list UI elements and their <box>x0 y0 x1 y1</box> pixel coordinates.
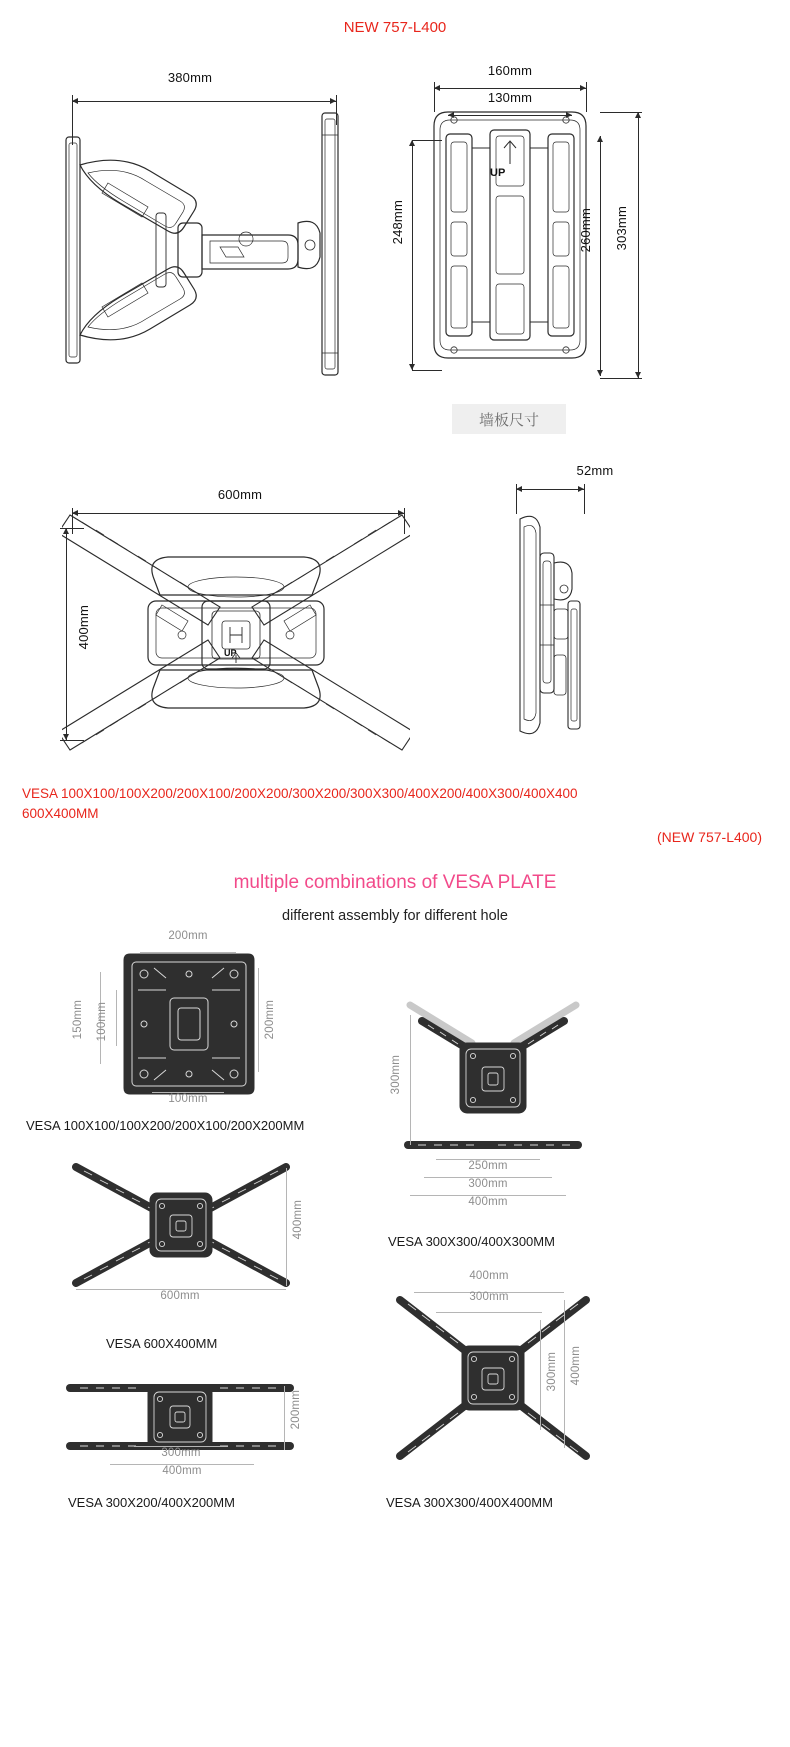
p4-dim-300: 300mm <box>161 1447 201 1459</box>
panel-caption-5: VESA 300X300/400X400MM <box>386 1495 553 1510</box>
p2-dim-400-bottom: 400mm <box>468 1196 508 1208</box>
dim-303mm-line <box>638 112 639 378</box>
dim-tick <box>60 528 84 529</box>
vesa-panel-300x300-400x400-art <box>388 1288 598 1468</box>
dim-160mm-line <box>434 88 586 89</box>
dim-arrow-right <box>566 112 572 118</box>
panel-caption-4: VESA 300X200/400X200MM <box>68 1495 235 1510</box>
dim-380mm-line <box>72 101 336 102</box>
p4-dimline-200 <box>284 1386 285 1450</box>
p1-dimline-top <box>140 952 236 953</box>
wall-plate-badge: 墙板尺寸 <box>452 404 566 434</box>
vesa-summary-line1: VESA 100X100/100X200/200X100/200X200/300X200/300X300/400X200/400X300/400X400 <box>22 786 578 801</box>
dim-tick <box>516 484 517 514</box>
page-title: NEW 757-L400 <box>343 19 447 36</box>
p2-dim-300-left: 300mm <box>390 1055 402 1095</box>
dim-tick <box>586 82 587 112</box>
dim-arrow-up <box>597 136 603 142</box>
dim-arrow-left <box>448 112 454 118</box>
vesa-summary <box>22 784 722 824</box>
dim-303mm-label: 303mm <box>614 206 629 251</box>
panel-caption-1: VESA 100X100/100X200/200X100/200X200MM <box>26 1118 305 1133</box>
dim-600mm-line <box>72 513 404 514</box>
dim-160mm-label: 160mm <box>487 63 533 78</box>
p1-dimline-bottom <box>152 1092 224 1093</box>
dim-130mm-line <box>448 115 572 116</box>
vesa-panel-200x200-art <box>118 950 260 1098</box>
p1-dim-100-bottom: 100mm <box>168 1093 208 1105</box>
vesa-summary-line2: 600X400MM <box>22 806 99 821</box>
panel-caption-2: VESA 300X300/400X300MM <box>388 1234 555 1249</box>
p3-dimline-600 <box>76 1289 286 1290</box>
p1-dimline-right <box>258 968 259 1072</box>
dim-tick <box>72 95 73 145</box>
dim-tick <box>72 508 73 534</box>
dim-400mm-label: 400mm <box>76 605 91 650</box>
dim-260mm-line <box>600 136 601 376</box>
p2-dimline-250 <box>436 1159 540 1160</box>
p1-dim-150-left: 150mm <box>72 1000 84 1040</box>
side-extended-view-art <box>60 95 360 395</box>
dim-tick <box>600 378 642 379</box>
p5-dim-300-top: 300mm <box>469 1291 509 1303</box>
dim-248mm-label: 248mm <box>390 200 405 245</box>
p2-dim-250: 250mm <box>468 1160 508 1172</box>
p3-dimline-400 <box>286 1168 287 1286</box>
folded-side-art <box>510 505 590 740</box>
p5-dim-400-right: 400mm <box>570 1346 582 1386</box>
p1-dim-200-top: 200mm <box>168 930 208 942</box>
combinations-heading: multiple combinations of VESA PLATE <box>233 872 557 893</box>
dim-tick <box>412 140 442 141</box>
dim-248mm-line <box>412 140 413 370</box>
dim-tick <box>584 484 585 514</box>
p1-dim-200-right: 200mm <box>264 1000 276 1040</box>
dim-tick <box>60 740 84 741</box>
p5-dim-400-top: 400mm <box>469 1270 509 1282</box>
dim-130mm-label: 130mm <box>487 90 533 105</box>
model-tag: (NEW 757-L400) <box>656 829 762 845</box>
p2-dim-300-bottom: 300mm <box>468 1178 508 1190</box>
vesa-panel-600x400-art <box>66 1155 296 1295</box>
p5-dimline-300-top <box>436 1312 542 1313</box>
p2-dimline-300 <box>424 1177 552 1178</box>
up-label-wallplate: UP <box>490 167 506 179</box>
dim-tick <box>412 370 442 371</box>
dim-tick <box>404 508 405 534</box>
p5-dim-300-right: 300mm <box>546 1352 558 1392</box>
dim-52mm-line <box>516 489 584 490</box>
p4-dimline-400 <box>110 1464 254 1465</box>
p3-dim-400: 400mm <box>292 1200 304 1240</box>
p4-dimline-300 <box>134 1446 228 1447</box>
dim-tick <box>600 112 642 113</box>
p3-dim-600: 600mm <box>160 1290 200 1302</box>
p4-dim-200: 200mm <box>290 1390 302 1430</box>
p1-dim-100-left: 100mm <box>96 1002 108 1042</box>
p2-dimline-left <box>410 1015 411 1145</box>
combinations-subheading: different assembly for different hole <box>282 908 508 924</box>
dim-tick <box>434 82 435 112</box>
p5-dimline-300-right <box>540 1320 541 1430</box>
tv-plate-front-art <box>62 505 410 760</box>
p2-dimline-400 <box>410 1195 566 1196</box>
dim-380mm-label: 380mm <box>167 70 213 85</box>
dim-arrow-down <box>597 370 603 376</box>
dim-52mm-label: 52mm <box>576 463 614 478</box>
dim-260mm-label: 260mm <box>578 208 593 253</box>
dim-tick <box>336 95 337 125</box>
up-label-tvplate: UP <box>224 648 237 658</box>
dim-600mm-label: 600mm <box>217 487 263 502</box>
p4-dim-400: 400mm <box>162 1465 202 1477</box>
panel-caption-3: VESA 600X400MM <box>106 1336 218 1351</box>
wall-plate-front-art <box>420 100 600 370</box>
vesa-panel-300x300-400x300-art <box>398 995 588 1185</box>
p1-dimline-left-100 <box>116 990 117 1046</box>
p5-dimline-400-right <box>564 1300 565 1448</box>
dim-400mm-line <box>66 528 67 740</box>
